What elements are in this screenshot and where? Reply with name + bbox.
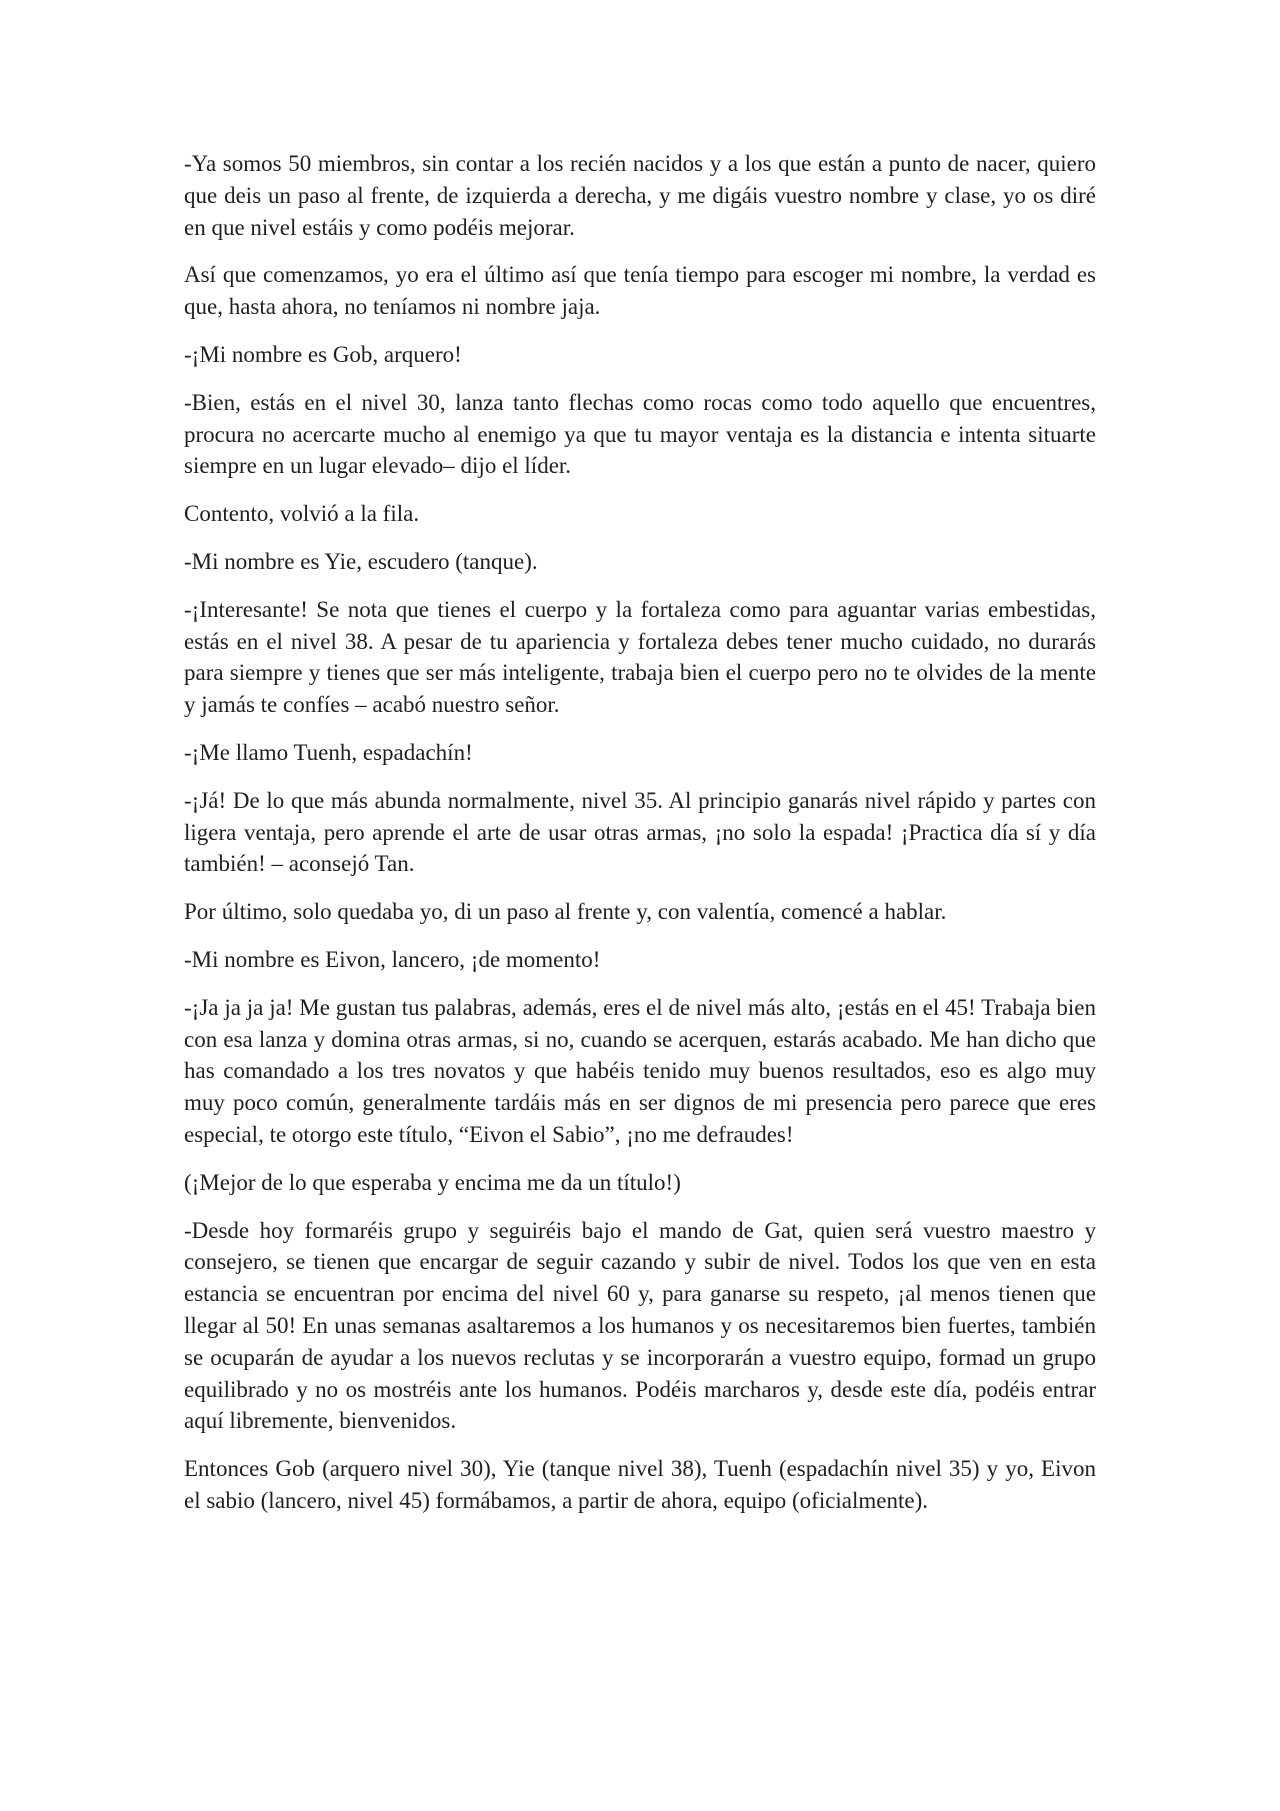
paragraph: -¡Ja ja ja ja! Me gustan tus palabras, además, eres el de nivel más alto, ¡estás en el 45! Trabaja bien con esa lanza y domina otras armas, si no, cuando se acerquen, estarás acabado. Me han dicho que has comandado a los tres novatos y que habéis tenido muy buenos resultados, eso es algo muy muy poco común, generalmente tardáis más en ser dignos de mi presencia pero parece que eres especial, te otorgo este título, “Eivon el Sabio”, ¡no me defraudes! [184,994,1096,1147]
paragraph: -Mi nombre es Yie, escudero (tanque). [184,548,538,574]
paragraph: -¡Já! De lo que más abunda normalmente, nivel 35. Al principio ganarás nivel rápido y partes con ligera ventaja, pero aprende el arte de usar otras armas, ¡no solo la espada! ¡Practica día sí y día también! – aconsejó Tan. [184,787,1096,877]
paragraph: Entonces Gob (arquero nivel 30), Yie (tanque nivel 38), Tuenh (espadachín nivel 35) y yo, Eivon el sabio (lancero, nivel 45) formábamos, a partir de ahora, equipo (oficialmente). [184,1456,1096,1513]
paragraph: -Bien, estás en el nivel 30, lanza tanto flechas como rocas como todo aquello que encuentres, procura no acercarte mucho al enemigo ya que tu mayor ventaja es la distancia e intenta situarte siempre en un lugar elevado– dijo el líder. [184,389,1096,479]
paragraph: -¡Mi nombre es Gob, arquero! [184,341,462,367]
paragraph: Contento, volvió a la fila. [184,501,420,527]
paragraph: Por último, solo quedaba yo, di un paso al frente y, con valentía, comencé a hablar. [184,899,947,925]
paragraph: -¡Interesante! Se nota que tienes el cuerpo y la fortaleza como para aguantar varias embestidas, estás en el nivel 38. A pesar de tu apariencia y fortaleza debes tener mucho cuidado, no durarás para siempre y tienes que ser más inteligente, trabaja bien el cuerpo pero no te olvides de la mente y jamás te confíes – acabó nuestro señor. [184,596,1096,718]
paragraph: -Desde hoy formaréis grupo y seguiréis bajo el mando de Gat, quien será vuestro maestro y consejero, se tienen que encargar de seguir cazando y subir de nivel. Todos los que ven en esta estancia se encuentran por encima del nivel 60 y, para ganarse su respeto, ¡al menos tienen que llegar al 50! En unas semanas asaltaremos a los humanos y os necesitaremos bien fuertes, también se ocuparán de ayudar a los nuevos reclutas y se incorporarán a vuestro equipo, formad un grupo equilibrado y no os mostréis ante los humanos. Podéis marcharos y, desde este día, podéis entrar aquí libremente, bienvenidos. [184,1217,1096,1434]
paragraph: -Ya somos 50 miembros, sin contar a los recién nacidos y a los que están a punto de nacer, quiero que deis un paso al frente, de izquierda a derecha, y me digáis vuestro nombre y clase, yo os diré en que nivel estáis y como podéis mejorar. [184,151,1096,240]
document-body [184,148,1096,1533]
paragraph: -Mi nombre es Eivon, lancero, ¡de momento! [184,946,601,972]
paragraph: (¡Mejor de lo que esperaba y encima me da un título!) [184,1169,681,1195]
paragraph: Así que comenzamos, yo era el último así que tenía tiempo para escoger mi nombre, la verdad es que, hasta ahora, no teníamos ni nombre jaja. [184,262,1096,320]
paragraph: -¡Me llamo Tuenh, espadachín! [184,739,473,765]
